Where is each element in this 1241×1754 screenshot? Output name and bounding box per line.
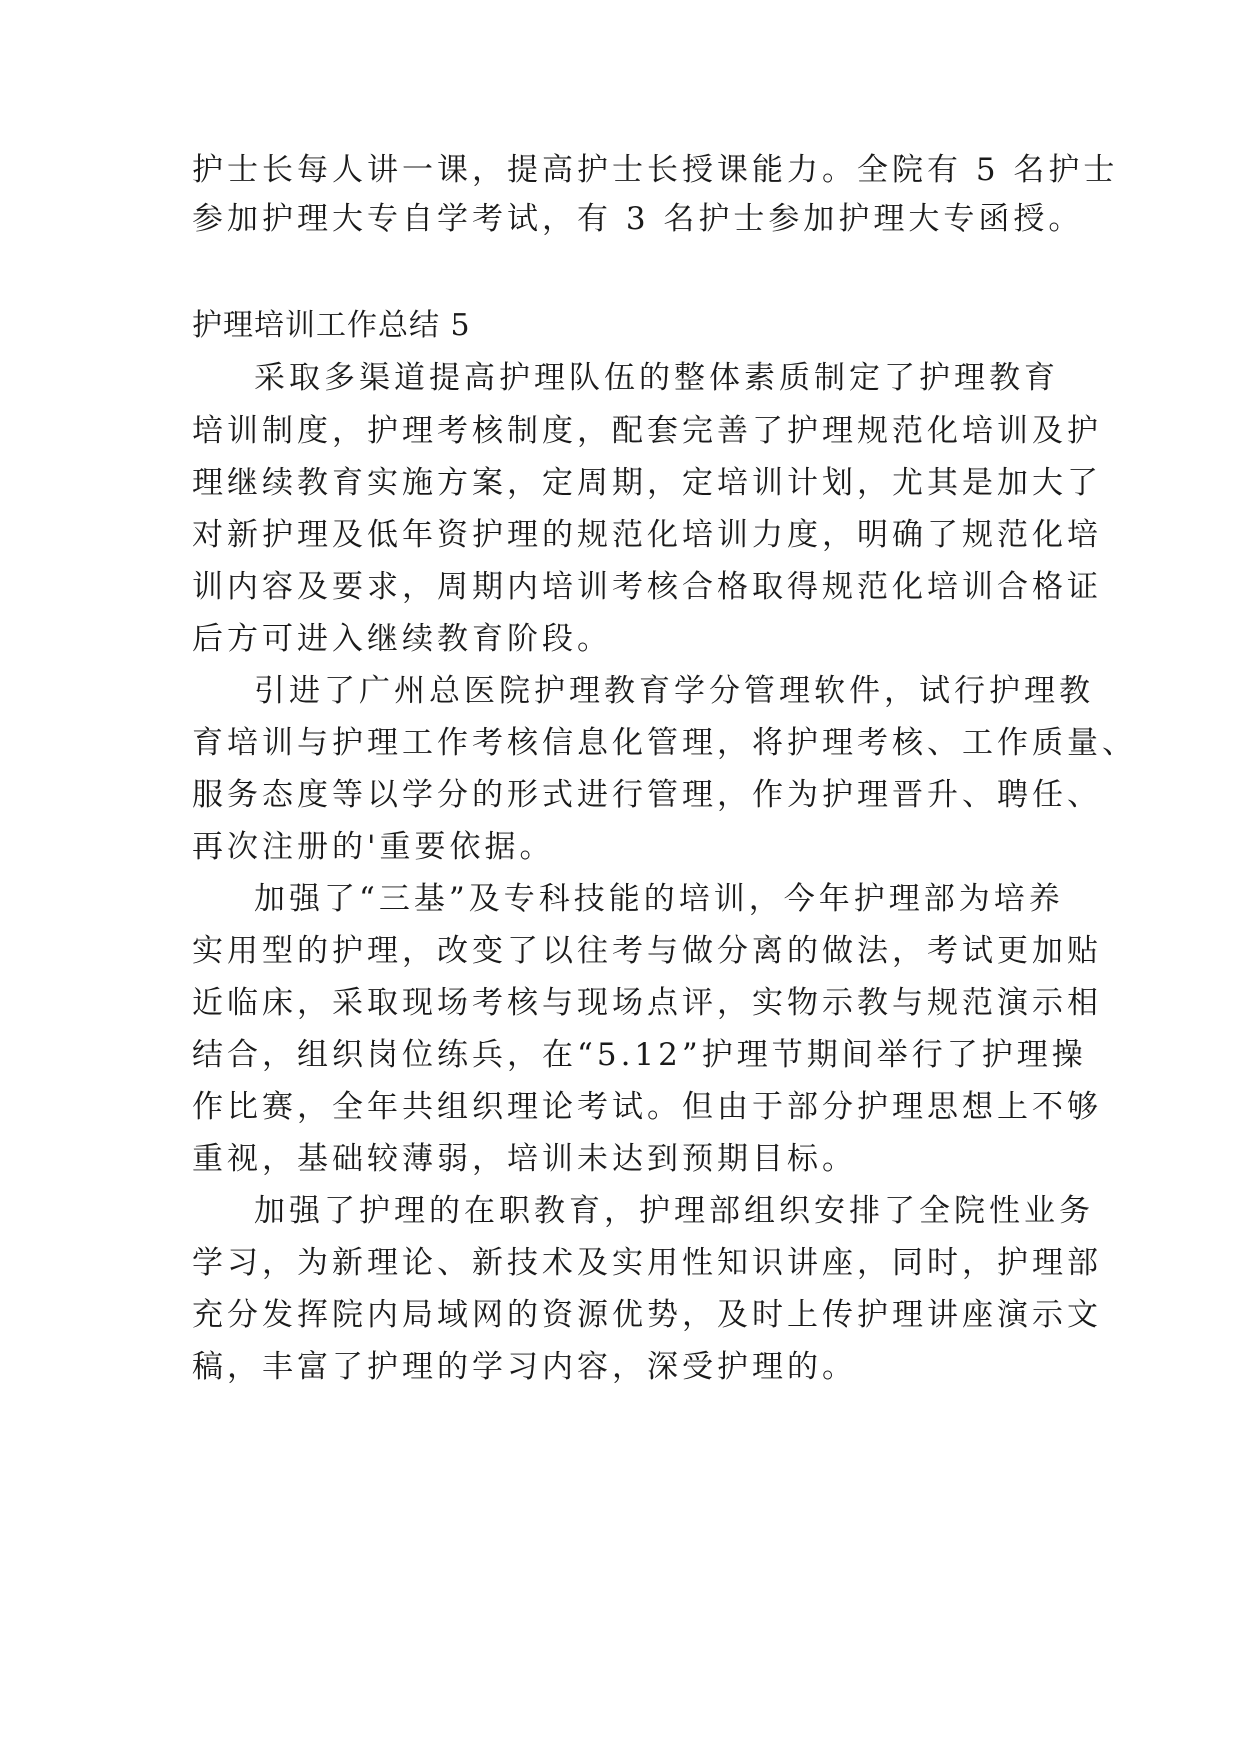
text-line: 再次注册的'重要依据。 [192, 829, 555, 865]
text-line: 实用型的护理，改变了以往考与做分离的做法，考试更加贴 [192, 933, 1102, 969]
text-line: 育培训与护理工作考核信息化管理，将护理考核、工作质量、 [192, 725, 1137, 761]
text-line: 引进了广州总医院护理教育学分管理软件，试行护理教 [254, 673, 1094, 709]
text-line: 加强了护理的在职教育，护理部组织安排了全院性业务 [254, 1193, 1094, 1229]
text-line: 采取多渠道提高护理队伍的整体素质制定了护理教育 [254, 360, 1059, 396]
text-line: 对新护理及低年资护理的规范化培训力度，明确了规范化培 [192, 517, 1102, 553]
text-line: 结合，组织岗位练兵，在“5.12”护理节期间举行了护理操 [192, 1037, 1087, 1073]
text-line: 护士长每人讲一课，提高护士长授课能力。全院有 5 名护士 [192, 152, 1119, 188]
text-line: 理继续教育实施方案，定周期，定培训计划，尤其是加大了 [192, 465, 1102, 501]
text-line: 学习，为新理论、新技术及实用性知识讲座，同时，护理部 [192, 1245, 1102, 1281]
text-line: 后方可进入继续教育阶段。 [192, 621, 612, 657]
text-line: 加强了“三基”及专科技能的培训，今年护理部为培养 [254, 881, 1064, 917]
text-line: 充分发挥院内局域网的资源优势，及时上传护理讲座演示文 [192, 1297, 1102, 1333]
text-line: 参加护理大专自学考试，有 3 名护士参加护理大专函授。 [192, 201, 1084, 237]
text-line: 重视，基础较薄弱，培训未达到预期目标。 [192, 1141, 857, 1177]
text-line: 作比赛，全年共组织理论考试。但由于部分护理思想上不够 [192, 1089, 1102, 1125]
text-line: 服务态度等以学分的形式进行管理，作为护理晋升、聘任、 [192, 777, 1102, 813]
text-line: 训内容及要求，周期内培训考核合格取得规范化培训合格证 [192, 569, 1102, 605]
text-line: 培训制度，护理考核制度，配套完善了护理规范化培训及护 [192, 413, 1102, 449]
section-title: 护理培训工作总结 5 [192, 308, 471, 343]
text-line: 近临床，采取现场考核与现场点评，实物示教与规范演示相 [192, 985, 1102, 1021]
text-line: 稿，丰富了护理的学习内容，深受护理的。 [192, 1349, 857, 1385]
